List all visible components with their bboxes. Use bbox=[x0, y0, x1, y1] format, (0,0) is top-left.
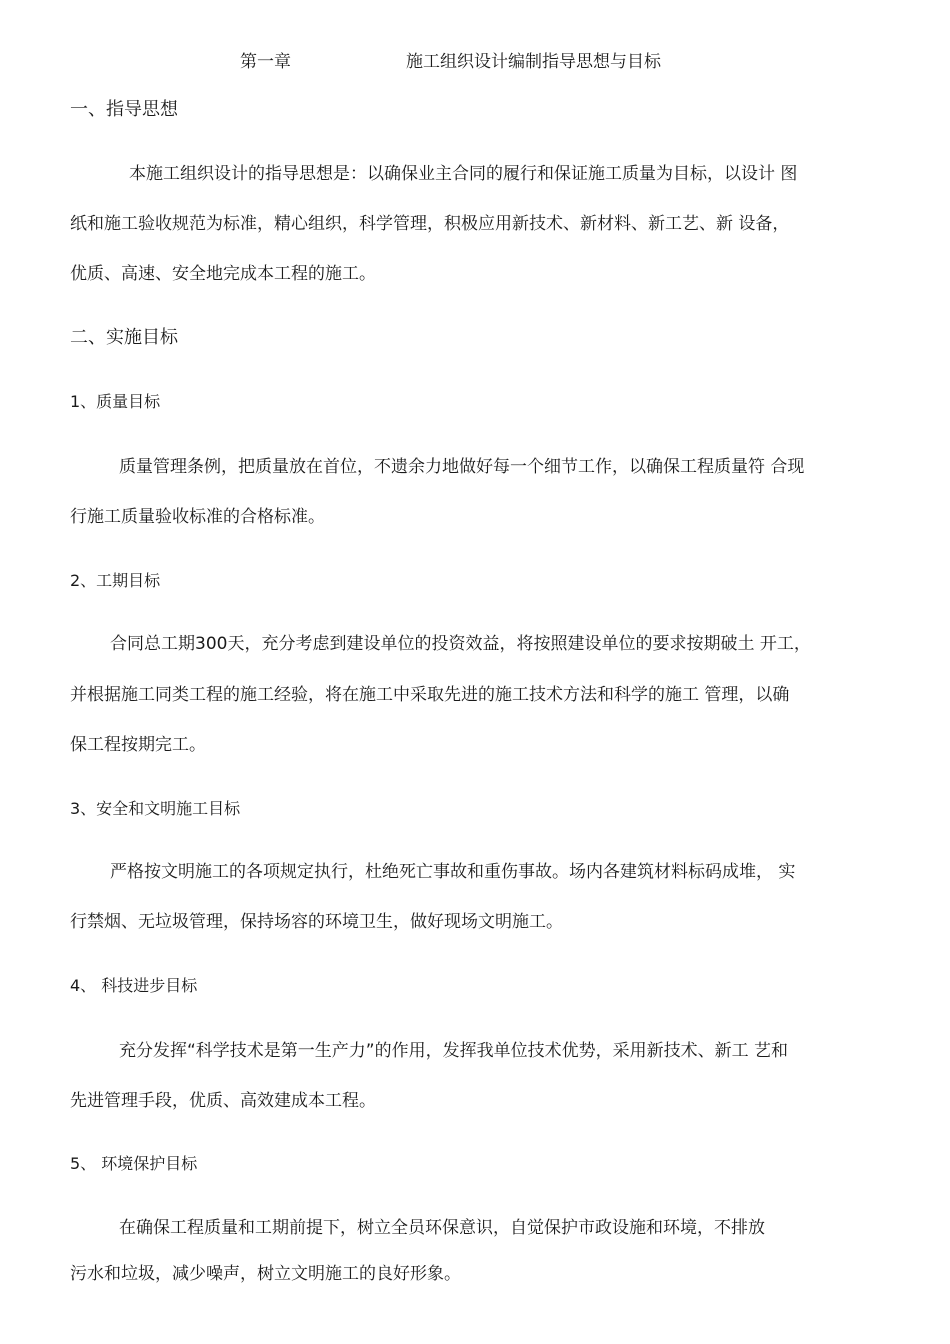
section-heading-implementation-goals: 二、实施目标 bbox=[70, 327, 178, 348]
paragraph-line: 严格按文明施工的各项规定执行，杜绝死亡事故和重伤事故。场内各建筑材料标码成堆， 实 bbox=[110, 862, 796, 882]
paragraph-line: 在确保工程质量和工期前提下，树立全员环保意识，自觉保护市政设施和环境，不排放 bbox=[119, 1218, 765, 1238]
paragraph-line: 先进管理手段，优质、高效建成本工程。 bbox=[70, 1091, 376, 1111]
subsection-heading-schedule: 2、工期目标 bbox=[70, 571, 161, 590]
paragraph-line: 质量管理条例，把质量放在首位，不遗余力地做好每一个细节工作，以确保工程质量符 合现 bbox=[119, 457, 805, 477]
chapter-title bbox=[0, 50, 950, 74]
paragraph-line: 合同总工期300天，充分考虑到建设单位的投资效益，将按照建设单位的要求按期破土 开工， bbox=[110, 634, 811, 654]
subsection-heading-safety: 3、安全和文明施工目标 bbox=[70, 799, 241, 818]
paragraph-line: 优质、高速、安全地完成本工程的施工。 bbox=[70, 264, 376, 284]
paragraph-line: 行施工质量验收标准的合格标准。 bbox=[70, 507, 325, 527]
paragraph-line: 充分发挥“科学技术是第一生产力”的作用，发挥我单位技术优势，采用新技术、新工 艺和 bbox=[119, 1041, 789, 1061]
paragraph-line: 保工程按期完工。 bbox=[70, 735, 206, 755]
paragraph-line: 并根据施工同类工程的施工经验，将在施工中采取先进的施工技术方法和科学的施工 管理，以确 bbox=[70, 685, 790, 705]
subsection-heading-technology: 4、 科技进步目标 bbox=[70, 976, 198, 995]
subsection-heading-quality: 1、质量目标 bbox=[70, 392, 161, 411]
chapter-number: 第一章 bbox=[240, 52, 291, 72]
paragraph-line: 污水和垃圾，减少噪声，树立文明施工的良好形象。 bbox=[70, 1264, 461, 1284]
paragraph-line: 纸和施工验收规范为标准，精心组织，科学管理，积极应用新技术、新材料、新工艺、新 设备， bbox=[70, 214, 790, 234]
subsection-heading-environment: 5、 环境保护目标 bbox=[70, 1154, 198, 1173]
paragraph-line: 本施工组织设计的指导思想是：以确保业主合同的履行和保证施工质量为目标，以设计 图 bbox=[129, 164, 798, 184]
chapter-heading: 施工组织设计编制指导思想与目标 bbox=[406, 52, 661, 72]
paragraph-line: 行禁烟、无垃圾管理，保持场容的环境卫生，做好现场文明施工。 bbox=[70, 912, 563, 932]
section-heading-guiding-ideology: 一、指导思想 bbox=[70, 99, 178, 120]
